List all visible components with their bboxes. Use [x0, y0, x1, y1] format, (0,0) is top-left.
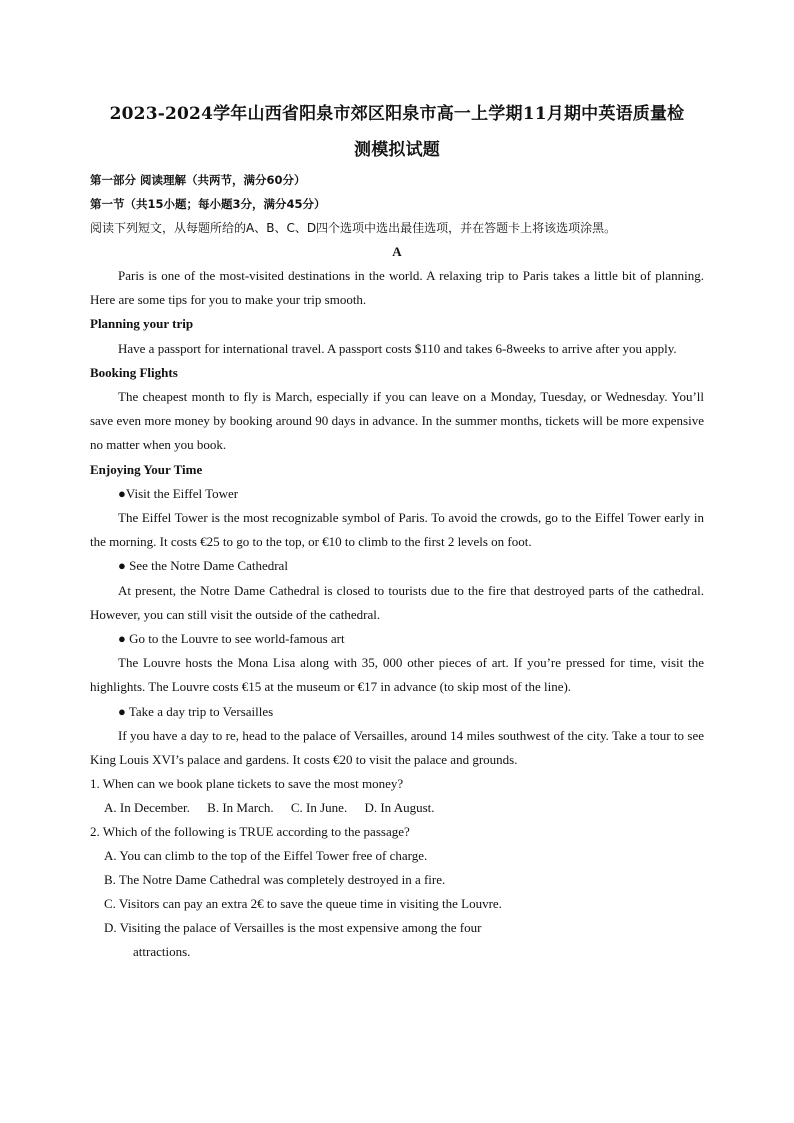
bullet-notre-dame: ● See the Notre Dame Cathedral	[118, 558, 288, 574]
question-1-option-d: D. In August.	[364, 800, 435, 816]
question-2-stem: 2. Which of the following is TRUE according to the passage?	[90, 824, 410, 840]
paragraph-eiffel: The Eiffel Tower is the most recognizable symbol of Paris. To avoid the crowds, go to the Eiffel Tower early in the morning. It costs €25 to go to the top, or €10 to climb to the first 2 levels on foot.	[90, 510, 704, 550]
question-2-option-d: D. Visiting the palace of Versailles is the most expensive among the four	[104, 920, 482, 936]
heading-enjoying: Enjoying Your Time	[90, 461, 203, 477]
heading-planning: Planning your trip	[90, 316, 194, 332]
paragraph-louvre: The Louvre hosts the Mona Lisa along with 35, 000 other pieces of art. If you’re pressed for time, visit the highlights. The Louvre costs €15 at the museum or €17 in advance (to skip most of the line).	[90, 655, 704, 695]
question-2-option-a: A. You can climb to the top of the Eiffel Tower free of charge.	[104, 848, 428, 864]
paragraph-versailles: If you have a day to re, head to the palace of Versailles, around 14 miles southwest of the city. Take a tour to see King Louis XVI’s palace and gardens. It costs €20 to visit the palace and grounds.	[90, 727, 704, 768]
section-heading: 第一节（共15小题；每小题3分，满分45分）	[90, 197, 326, 211]
bullet-versailles: ● Take a day trip to Versailles	[118, 703, 274, 719]
question-2-option-d-continued: attractions.	[133, 944, 191, 960]
paragraph-notre-dame: At present, the Notre Dame Cathedral is closed to tourists due to the fire that destroyed parts of the cathedral. However, you can still visit the outside of the cathedral.	[90, 582, 704, 622]
question-1-stem: 1. When can we book plane tickets to save the most money?	[90, 776, 404, 792]
heading-booking: Booking Flights	[90, 364, 178, 380]
question-1-option-b: B. In March.	[207, 800, 274, 816]
question-1-option-c: C. In June.	[290, 800, 348, 816]
part-heading: 第一部分 阅读理解（共两节，满分60分）	[90, 173, 306, 187]
document-page	[90, 96, 704, 964]
page-title: 2023-2024学年山西省阳泉市郊区阳泉市高一上学期11月期中英语质量检	[109, 104, 685, 124]
passage-label: A	[392, 244, 402, 259]
instructions: 阅读下列短文，从每题所给的A、B、C、D四个选项中选出最佳选项，并在答题卡上将该选项涂黑。	[90, 221, 617, 235]
bullet-eiffel: ●Visit the Eiffel Tower	[118, 485, 239, 501]
question-1-options	[90, 796, 704, 820]
question-1-option-a: A. In December.	[104, 800, 190, 816]
question-2-option-c: C. Visitors can pay an extra 2€ to save the queue time in visiting the Louvre.	[104, 896, 502, 912]
paragraph-booking: The cheapest month to fly is March, especially if you can leave on a Monday, Tuesday, or Wednesday. You’ll save even more money by booking around 90 days in advance. In the summer months, tickets will be more expensive no matter when you book.	[90, 389, 704, 453]
bullet-louvre: ● Go to the Louvre to see world-famous art	[118, 631, 345, 647]
passage-intro: Paris is one of the most-visited destinations in the world. A relaxing trip to Paris takes a little bit of planning. Here are some tips for you to make your trip smooth.	[90, 268, 704, 308]
question-2-option-b: B. The Notre Dame Cathedral was completely destroyed in a fire.	[104, 872, 446, 888]
paragraph-planning: Have a passport for international travel. A passport costs $110 and takes 6-8weeks to arrive after you apply.	[118, 340, 677, 356]
page-title-line2: 测模拟试题	[354, 140, 440, 160]
